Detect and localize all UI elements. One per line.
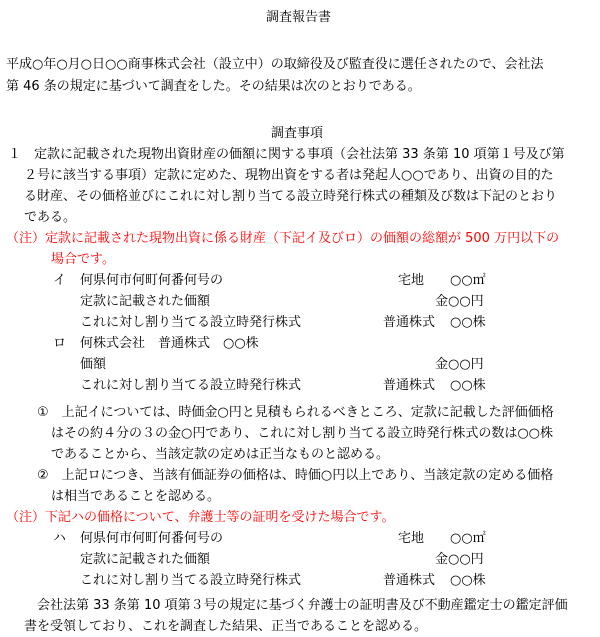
finding1-line-1: ① 上記イについては、時価金○円と見積もられるべきところ、定款に記載した評価価格 — [37, 405, 554, 420]
property-ha-value: 金○○円 — [435, 552, 484, 567]
property-i-marker: イ — [53, 273, 67, 288]
property-ha-share-class: 普通株式 — [383, 573, 436, 588]
property-ro-shares-label: これに対し割り当てる設立時発行株式 — [80, 378, 302, 393]
property-ro-value: 金○○円 — [435, 357, 484, 372]
property-ro-share-class: 普通株式 — [383, 378, 436, 393]
property-i-value-label: 定款に記載された価額 — [80, 294, 211, 309]
property-i-shares-label: これに対し割り当てる設立時発行株式 — [80, 315, 302, 330]
item1-line-2: ２号に該当する事項）定款に定めた、現物出資をする者は発起人○○であり、出資の目的た — [24, 168, 554, 183]
item1-line-1: １ 定款に記載された現物出資財産の価額に関する事項（会社法第 33 条第 10 項第１号及び第 — [8, 147, 565, 162]
property-i-share-class: 普通株式 — [383, 315, 436, 330]
property-ro-company: 何株式会社 普通株式 ○○株 — [80, 336, 259, 351]
intro-line-1: 平成○年○月○日○○商事株式会社（設立中）の取締役及び監査役に選任されたので、会社法 — [6, 57, 544, 72]
property-ha-shares-label: これに対し割り当てる設立時発行株式 — [80, 573, 302, 588]
finding1-line-2: はその約４分の３の金○円であり、これに対し割り当てる設立時発行株式の数は○○株 — [51, 426, 554, 441]
finding1-line-3: であることから、当該定款の定めは正当なものと認める。 — [51, 447, 390, 462]
property-ro-value-label: 価額 — [80, 357, 107, 372]
property-i-land-type: 宅地 — [398, 273, 425, 288]
closing-line-2: 書を受領しており、これを調査した結果、正当であることを認める。 — [24, 619, 428, 634]
note2: （注）下記ハの価格について、弁護士等の証明を受けた場合です。 — [6, 510, 395, 525]
item1-line-4: である。 — [24, 210, 77, 225]
property-ha-share-count: ○○株 — [450, 573, 486, 588]
section-title: 調査事項 — [271, 126, 324, 141]
property-i-value: 金○○円 — [435, 294, 484, 309]
property-ha-location: 何県何市何町何番何号の — [80, 531, 224, 546]
property-i-share-count: ○○株 — [450, 315, 486, 330]
property-ha-land-type: 宅地 — [398, 531, 425, 546]
intro-line-2: 第 46 条の規定に基づいて調査をした。その結果は次のとおりである。 — [6, 79, 421, 94]
note1-line-1: （注）定款に記載された現物出資に係る財産（下記イ及びロ）の価額の総額が 500 万円以下の — [6, 231, 560, 246]
finding2-line-1: ② 上記ロにつき、当該有価証券の価格は、時価○円以上であり、当該定款の定める価格 — [37, 468, 554, 483]
document-title: 調査報告書 — [266, 10, 332, 25]
property-ha-marker: ハ — [53, 531, 67, 546]
property-i-area: ○○㎡ — [450, 273, 486, 288]
property-ro-marker: ロ — [53, 336, 67, 351]
note1-line-2: 場合です。 — [51, 252, 115, 267]
property-i-location: 何県何市何町何番何号の — [80, 273, 224, 288]
closing-line-1: 会社法第 33 条第 10 項第３号の規定に基づく弁護士の証明書及び不動産鑑定士の鑑定評価 — [37, 598, 568, 613]
finding2-line-2: は相当であることを認める。 — [51, 489, 221, 504]
item1-line-3: る財産、その価格並びにこれに対し割り当てる設立時発行株式の種類及び数は下記のとおり — [24, 189, 558, 204]
property-ha-area: ○○㎡ — [450, 531, 486, 546]
property-ha-value-label: 定款に記載された価額 — [80, 552, 211, 567]
property-ro-share-count: ○○株 — [450, 378, 486, 393]
